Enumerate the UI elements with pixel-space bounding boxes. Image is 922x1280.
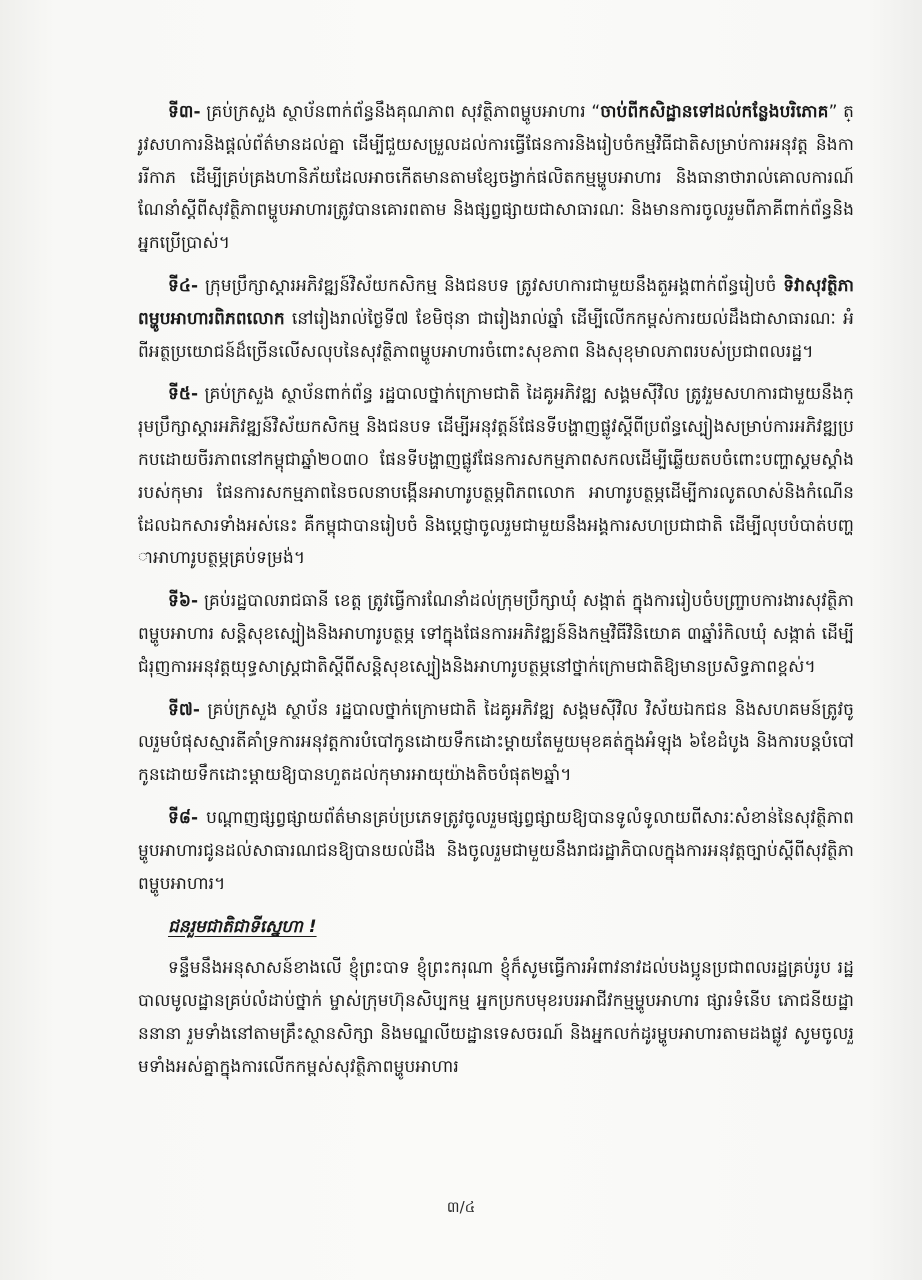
article-4-label: ទី៤- <box>168 275 199 296</box>
article-7-paragraph <box>138 694 854 792</box>
article-4-bold-phrase: ទិវាសុវត្ថិភាពម្ហូបអាហារពិភពលោក <box>138 275 854 329</box>
article-8-label: ទី៨- <box>168 807 199 828</box>
closing-heading: ជនរួមជាតិជាទីស្នេហា ! <box>168 917 317 938</box>
article-6-label: ទី៦- <box>168 591 199 612</box>
article-6-paragraph <box>138 585 854 683</box>
article-6-text: គ្រប់រដ្ឋបាលរាជធានី ខេត្ត ត្រូវធ្វើការណែនាំដល់ក្រុមប្រឹក្សាឃុំ សង្កាត់ ក្នុងការរៀបចំបញ្ច្រាបការងារសុវត្ថិភាពម្ហូបអាហារ សន្តិសុខស្បៀងនិងអាហារូបត្ថម្ភ ទៅក្នុងផែនការអភិវឌ្ឍន៍និងកម្មវិធីវិនិយោគ ៣ឆ្នាំរំកិលឃុំ សង្កាត់ ដើម្បីជំរុញការអនុវត្តយុទ្ធសាស្ត្រជាតិស្តីពីសន្តិសុខស្បៀងនិងអាហារូបត្ថម្ភនៅថ្នាក់ក្រោមជាតិឱ្យមានប្រសិទ្ធភាពខ្ពស់។ <box>138 591 854 677</box>
article-5-paragraph <box>138 378 854 575</box>
article-8-text: បណ្តាញផ្សព្វផ្សាយព័ត៌មានគ្រប់ប្រភេទត្រូវចូលរួមផ្សព្វផ្សាយឱ្យបានទូលំទូលាយពីសារៈសំខាន់នៃសុវត្ថិភាពម្ហូបអាហារជូនដល់សាធារណជនឱ្យបានយល់ដឹង និងចូលរួមជាមួយនឹងរាជរដ្ឋាភិបាលក្នុងការអនុវត្តច្បាប់ស្តីពីសុវត្ថិភាពម្ហូបអាហារ។ <box>138 807 854 894</box>
article-5-label: ទី៥- <box>168 384 199 405</box>
article-4-text-after: នៅរៀងរាល់ថ្ងៃទី៧ ខែមិថុនា ជារៀងរាល់ឆ្នាំ ដើម្បីលើកកម្ពស់ការយល់ដឹងជាសាធារណៈ អំពីអត្ថប្រយោជន៍ដ៏ច្រើនលើសលុបនៃសុវត្ថិភាពម្ហូបអាហារចំពោះសុខភាព និងសុខុមាលភាពរបស់ប្រជាពលរដ្ឋ។ <box>138 308 854 362</box>
article-4-paragraph <box>138 270 854 368</box>
article-3-label: ទី៣- <box>168 102 201 122</box>
article-7-text: គ្រប់ក្រសួង ស្ថាប័ន រដ្ឋបាលថ្នាក់ក្រោមជាតិ ដៃគូអភិវឌ្ឍ សង្គមស៊ីវិល វិស័យឯកជន និងសហគមន៍ត្រូវចូលរួមបំផុសស្មារតីគាំទ្រការអនុវត្តការបំបៅកូនដោយទឹកដោះម្តាយតែមួយមុខគត់ក្នុងអំឡុង ៦ខែដំបូង និងការបន្តបំបៅកូនដោយទឹកដោះម្តាយឱ្យបានហួតដល់កុមារអាយុយ៉ាងតិចបំផុត២ឆ្នាំ។ <box>138 699 854 786</box>
closing-paragraph: ទន្ទឹមនឹងអនុសាសន៍ខាងលើ ខ្ញុំព្រះបាទ ខ្ញុំព្រះករុណា ខ្ញុំក៏សូមធ្វើការអំពាវនាវដល់បងប្អូនប្រជាពលរដ្ឋគ្រប់រូប រដ្ឋបាលមូលដ្ឋានគ្រប់លំដាប់ថ្នាក់ ម្ចាស់ក្រុមហ៊ុនសិប្បកម្ម អ្នកប្រកបមុខរបរអាជីវកម្មម្ហូបអាហារ ផ្សារទំនើប ភោជនីយដ្ឋាននានា រួមទាំងនៅតាមគ្រឹះស្ថានសិក្សា និងមណ្ឌលីយដ្ឋានទេសចរណ៍ និងអ្នកលក់ដូរម្ហូបអាហារតាមដងផ្លូវ សូមចូលរួមទាំងអស់គ្នាក្នុងការលើកកម្ពស់សុវត្ថិភាពម្ហូបអាហារ <box>138 958 854 1077</box>
page-number: ៣/៤ <box>446 1198 476 1216</box>
article-3-paragraph <box>138 96 854 260</box>
article-7-label: ទី៧- <box>168 699 201 720</box>
article-4-text-before: ក្រុមប្រឹក្សាស្តារអភិវឌ្ឍន៍វិស័យកសិកម្ម និងជនបទ ត្រូវសហការជាមួយនឹងតួអង្គពាក់ព័ន្ធរៀបចំ <box>198 275 784 296</box>
article-3-bold-phrase: ចាប់ពីកសិដ្ឋានទៅដល់កន្លែងបរិភោគ <box>600 102 829 122</box>
article-3-text-after: ” ត្រូវសហការនិងផ្តល់ព័ត៌មានដល់គ្នា ដើម្បីជួយសម្រួលដល់ការធ្វើផែនការនិងរៀបចំកម្មវិធីជាតិសម្រាប់ការអនុវត្ត និងការរីកាភ ដើម្បីគ្រប់គ្រងហានិភ័យដែលអាចកើតមានតាមខ្សែចង្វាក់ផលិតកម្មម្ហូបអាហារ និងធានាថារាល់គោលការណ៍ណែនាំស្តីពីសុវត្ថិភាពម្ហូបអាហារត្រូវបានគោរពតាម និងផ្សព្វផ្សាយជាសាធារណៈ និងមានការចូលរួមពីភាគីពាក់ព័ន្ធនិងអ្នកប្រើប្រាស់។ <box>138 102 854 254</box>
article-5-text: គ្រប់ក្រសួង ស្ថាប័នពាក់ព័ន្ធ រដ្ឋបាលថ្នាក់ក្រោមជាតិ ដៃគូអភិវឌ្ឍ សង្គមស៊ីវិល ត្រូវរួមសហការជាមួយនឹងក្រុមប្រឹក្សាស្តារអភិវឌ្ឍន៍វិស័យកសិកម្ម និងជនបទ ដើម្បីអនុវត្តន៍ផែនទីបង្ហាញផ្លូវស្តីពីប្រព័ន្ធស្បៀងសម្រាប់ការអភិវឌ្ឍប្រកបដោយចីរភាពនៅកម្ពុជាឆ្នាំ២០៣០ ផែនទីបង្ហាញផ្លូវផែនការសកម្មភាពសកលដើម្បីឆ្លើយតបចំពោះបញ្ហាស្គមស្គាំងរបស់កុមារ ផែនការសកម្មភាពនៃចលនាបង្កើនអាហារូបត្ថម្ភពិភពលោក អាហារូបត្ថម្ភដើម្បីការលូតលាស់និងកំណើន ដែលឯកសារទាំងអស់នេះ គឺកម្ពុជាបានរៀបចំ និងប្តេជ្ញាចូលរួមជាមួយនឹងអង្គការសហប្រជាជាតិ ដើម្បីលុបបំបាត់បញ្ហាអាហារូបត្ថម្ភគ្រប់ទម្រង់។ <box>138 384 854 569</box>
article-8-paragraph <box>138 802 854 900</box>
document-body <box>138 96 854 1094</box>
article-3-text-before: គ្រប់ក្រសួង ស្ថាប័នពាក់ព័ន្ធនឹងគុណភាព សុវត្ថិភាពម្ហូបអាហារ “ <box>200 102 601 122</box>
